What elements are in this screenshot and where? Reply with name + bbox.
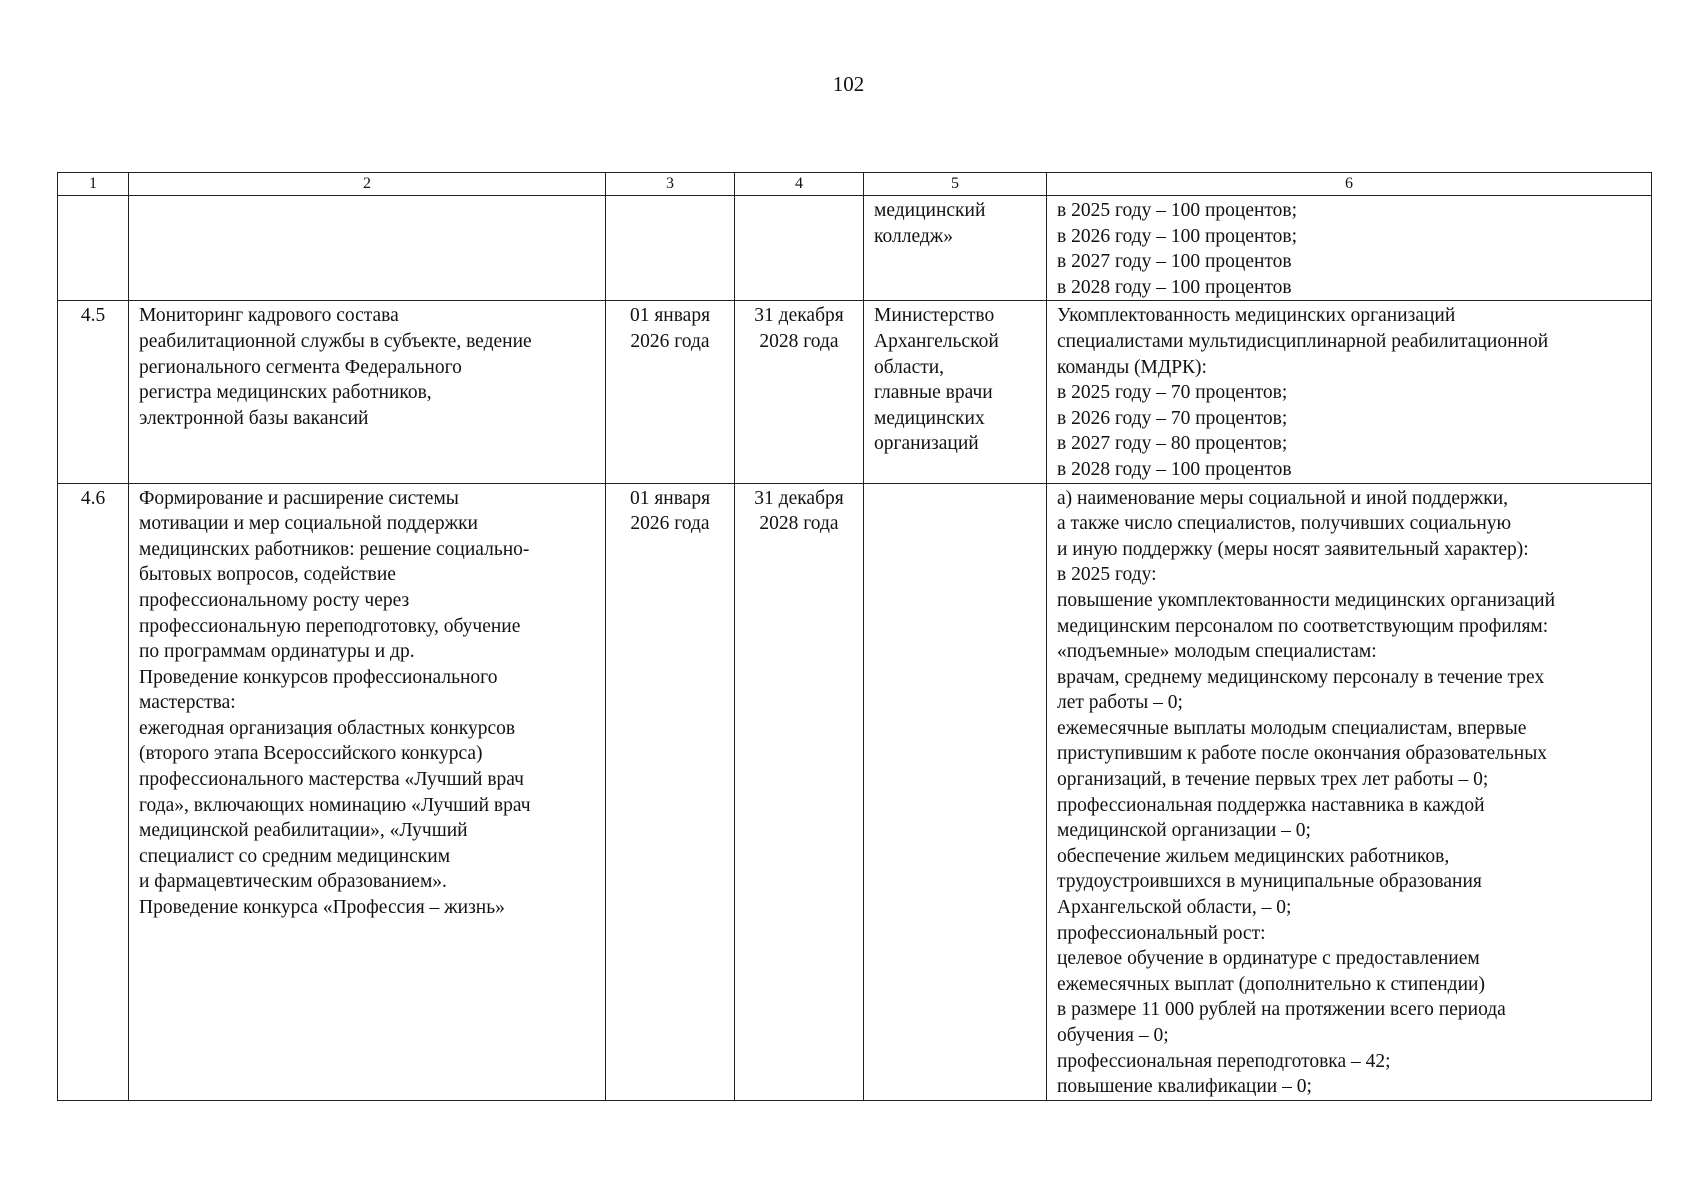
cell-text-line: в 2025 году – 100 процентов; <box>1057 200 1298 221</box>
cell-text-line: обучения – 0; <box>1057 1025 1169 1046</box>
measures-table <box>57 172 1652 1101</box>
cell-text-line: мотивации и мер социальной поддержки <box>139 513 478 535</box>
column-header-6: 6 <box>1047 173 1652 196</box>
column-number-row <box>58 173 1652 196</box>
event-cell <box>129 301 606 483</box>
cell-text-line: медицинским персоналом по соответствующим профилям: <box>1057 615 1549 637</box>
cell-text-line: 2026 года <box>630 513 710 535</box>
cell-text-line: профессиональная поддержка наставника в каждой <box>1057 794 1485 816</box>
cell-text-line: в 2025 году: <box>1057 564 1157 586</box>
cell-text-line: главные врачи <box>874 382 993 404</box>
cell-text-line: а) наименование меры социальной и иной поддержки, <box>1057 487 1509 509</box>
cell-text-line: электронной базы вакансий <box>139 407 369 429</box>
cell-text-line: лет работы – 0; <box>1057 692 1183 714</box>
cell-text-line: организаций, в течение первых трех лет работы – 0; <box>1057 769 1489 791</box>
column-header-2: 2 <box>129 173 606 196</box>
row-number-cell: 4.6 <box>58 483 129 1100</box>
cell-text-line: реабилитационной службы в субъекте, ведение <box>139 330 532 352</box>
cell-text-line: регионального сегмента Федерального <box>139 356 462 378</box>
cell-text-line: целевое обучение в ординатуре с предоставлением <box>1057 948 1480 970</box>
cell-text-line: профессиональная переподготовка – 42; <box>1057 1050 1391 1072</box>
cell-text-line: в 2025 году – 70 процентов; <box>1057 382 1288 404</box>
cell-text-line: специалистами мультидисциплинарной реабилитационной <box>1057 330 1549 352</box>
column-header-5: 5 <box>864 173 1047 196</box>
cell-text-line: в 2026 году – 70 процентов; <box>1057 407 1288 429</box>
indicator-cell <box>1047 196 1652 301</box>
cell-text-line: профессиональный рост: <box>1057 922 1266 944</box>
cell-text-line: Архангельской <box>874 330 999 352</box>
cell-text-line: трудоустроившихся в муниципальные образования <box>1057 871 1482 893</box>
cell-text-line: «подъемные» молодым специалистам: <box>1057 641 1377 663</box>
cell-text-line: обеспечение жильем медицинских работников, <box>1057 845 1450 867</box>
cell-text-line: повышение квалификации – 0; <box>1057 1076 1312 1098</box>
end-date-cell <box>735 301 864 483</box>
table-row-continuation <box>58 196 1652 301</box>
cell-text-line: а также число специалистов, получивших социальную <box>1057 513 1512 535</box>
cell-text-line: ежемесячных выплат (дополнительно к стипендии) <box>1057 973 1485 995</box>
cell-text-line: врачам, среднему медицинскому персоналу в течение трех <box>1057 666 1545 688</box>
cell-text-line: Укомплектованность медицинских организаций <box>1057 305 1456 327</box>
row-number-cell: 4.5 <box>58 301 129 483</box>
cell-text-line: приступившим к работе после окончания образовательных <box>1057 743 1548 765</box>
cell-text-line: Министерство <box>874 305 995 327</box>
cell-text-line: в 2028 году – 100 процентов <box>1057 276 1292 298</box>
cell-text-line: регистра медицинских работников, <box>139 382 432 404</box>
cell-text-line: команды (МДРК): <box>1057 356 1207 378</box>
start-date-cell <box>606 196 735 301</box>
cell-text-line: колледж» <box>874 225 953 247</box>
cell-text-line: 31 декабря <box>754 487 844 509</box>
cell-text-line: по программам ординатуры и др. <box>139 641 415 663</box>
cell-text-line: (второго этапа Всероссийского конкурса) <box>139 743 483 765</box>
start-date-cell <box>606 483 735 1100</box>
cell-text-line: в 2027 году – 100 процентов <box>1057 251 1292 273</box>
responsible-cell <box>864 483 1047 1100</box>
cell-text-line: Проведение конкурсов профессионального <box>139 666 498 688</box>
cell-text-line: профессионального мастерства «Лучший врач <box>139 769 524 791</box>
cell-text-line: 2028 года <box>759 513 839 535</box>
cell-text-line: 01 января <box>629 305 711 327</box>
indicator-cell <box>1047 483 1652 1100</box>
cell-text-line: в размере 11 000 рублей на протяжении всего периода <box>1057 999 1506 1021</box>
cell-text-line: бытовых вопросов, содействие <box>139 564 396 586</box>
cell-text-line: ежегодная организация областных конкурсов <box>139 717 516 739</box>
event-cell <box>129 483 606 1100</box>
cell-text-line: 31 декабря <box>754 305 844 327</box>
page-number: 102 <box>832 72 865 96</box>
cell-text-line: повышение укомплектованности медицинских организаций <box>1057 589 1556 611</box>
indicator-cell <box>1047 301 1652 483</box>
cell-text-line: года», включающих номинацию «Лучший врач <box>139 794 531 816</box>
start-date-cell <box>606 301 735 483</box>
cell-text-line: Архангельской области, – 0; <box>1057 897 1292 919</box>
cell-text-line: ежемесячные выплаты молодым специалистам, впервые <box>1057 717 1527 739</box>
event-cell <box>129 196 606 301</box>
cell-text-line: в 2027 году – 80 процентов; <box>1057 433 1288 455</box>
cell-text-line: профессиональную переподготовку, обучение <box>139 615 521 637</box>
table-row-4-5 <box>58 301 1652 483</box>
column-header-3: 3 <box>606 173 735 196</box>
cell-text-line: медицинский <box>874 200 986 221</box>
cell-text-line: организаций <box>874 433 979 455</box>
cell-text-line: и фармацевтическим образованием». <box>139 871 447 893</box>
table-row-4-6 <box>58 483 1652 1100</box>
cell-text-line: медицинской реабилитации», «Лучший <box>139 820 468 842</box>
end-date-cell <box>735 483 864 1100</box>
end-date-cell <box>735 196 864 301</box>
cell-text-line: медицинской организации – 0; <box>1057 820 1311 842</box>
responsible-cell <box>864 196 1047 301</box>
cell-text-line: области, <box>874 356 945 378</box>
cell-text-line: и иную поддержку (меры носят заявительный характер): <box>1057 538 1529 560</box>
cell-text-line: профессиональному росту через <box>139 589 410 611</box>
cell-text-line: специалист со средним медицинским <box>139 845 451 867</box>
column-header-4: 4 <box>735 173 864 196</box>
column-header-1: 1 <box>58 173 129 196</box>
row-number-cell <box>58 196 129 301</box>
cell-text-line: мастерства: <box>139 692 236 714</box>
cell-text-line: Проведение конкурса «Профессия – жизнь» <box>139 897 505 919</box>
cell-text-line: медицинских работников: решение социально- <box>139 538 530 560</box>
cell-text-line: в 2026 году – 100 процентов; <box>1057 225 1298 247</box>
cell-text-line: Формирование и расширение системы <box>139 487 459 509</box>
cell-text-line: 2026 года <box>630 330 710 352</box>
cell-text-line: Мониторинг кадрового состава <box>139 305 399 327</box>
cell-text-line: 2028 года <box>759 330 839 352</box>
cell-text-line: медицинских <box>874 407 985 429</box>
cell-text-line: 01 января <box>629 487 711 509</box>
responsible-cell <box>864 301 1047 483</box>
cell-text-line: в 2028 году – 100 процентов <box>1057 458 1292 480</box>
